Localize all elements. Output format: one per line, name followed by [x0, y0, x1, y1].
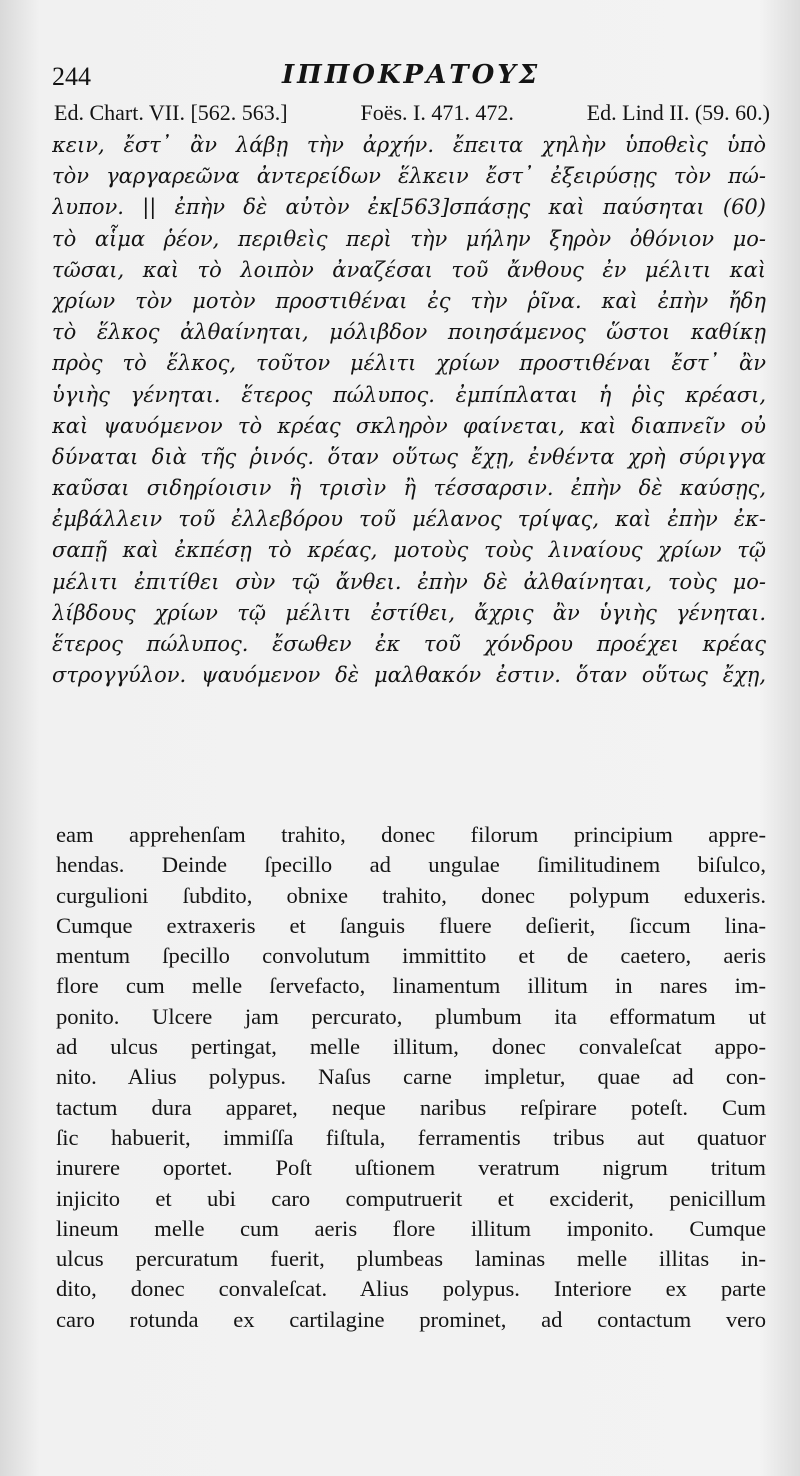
greek-line: τὸ ἕλκος ἀλθαίνηται, μόλιβδον ποιησάμενος ὥστοι καθίκῃ	[52, 320, 766, 345]
page-header	[52, 58, 740, 98]
greek-line: ἐμβάλλειν τοῦ ἐλλεβόρου τοῦ μέλανος τρίψας, καὶ ἐπὴν ἐκ-	[52, 507, 766, 532]
greek-line: τὸ αἷμα ῥέον, περιθεὶς περὶ τὴν μήλην ξηρὸν ὀθόνιον μο-	[52, 226, 766, 251]
latin-line: ponito. Ulcere jam percurato, plumbum ita efformatum ut	[56, 1003, 766, 1029]
greek-line: καῦσαι σιδηρίοισιν ἢ τρισὶν ἢ τέσσαρσιν. ἐπὴν δὲ καύσῃς,	[52, 476, 766, 501]
greek-line: καὶ ψαυόμενον τὸ κρέας σκληρὸν φαίνεται, καὶ διαπνεῖν οὐ	[52, 413, 766, 438]
latin-line: dito, donec convaleſcat. Alius polypus. Interiore ex parte	[56, 1276, 766, 1302]
latin-line: injicito et ubi caro computruerit et exciderit, penicillum	[56, 1185, 766, 1211]
greek-line: λυπον. || ἐπὴν δὲ αὐτὸν ἐκ[563]σπάσῃς καὶ παύσηται (60)	[52, 195, 766, 220]
latin-line: ad ulcus pertingat, melle illitum, donec convaleſcat appo-	[56, 1034, 766, 1060]
greek-line: τῶσαι, καὶ τὸ λοιπὸν ἀναζέσαι τοῦ ἄνθους ἐν μέλιτι καὶ	[52, 257, 766, 282]
latin-line: inurere oportet. Poſt uſtionem veratrum nigrum tritum	[56, 1155, 766, 1181]
greek-line: δύναται διὰ τῆς ῥινός. ὅταν οὕτως ἔχῃ, ἐνθέντα χρὴ σύριγγα	[52, 444, 766, 469]
page-number: 244	[52, 62, 91, 91]
greek-line: πρὸς τὸ ἕλκος, τοῦτον μέλιτι χρίων προστιθέναι ἔστ᾽ ἂν	[52, 351, 766, 376]
greek-line: λίβδους χρίων τῷ μέλιτι ἐστίθει, ἄχρις ἂν ὑγιὴς γένηται.	[52, 600, 766, 625]
ref-foes: Foës. I. 471. 472.	[360, 100, 514, 125]
edition-references	[54, 100, 770, 126]
greek-line: σαπῇ καὶ ἐκπέσῃ τὸ κρέας, μοτοὺς τοὺς λιναίους χρίων τῷ	[52, 538, 766, 563]
greek-line: ὑγιὴς γένηται. ἕτερος πώλυπος. ἐμπίπλαται ἡ ῥὶς κρέασι,	[52, 382, 766, 407]
greek-line: στρογγύλον. ψαυόμενον δὲ μαλθακόν ἐστιν. ὅταν οὕτως ἔχῃ,	[52, 663, 766, 688]
ref-chart: Ed. Chart. VII. [562. 563.]	[54, 100, 288, 125]
latin-line: lineum melle cum aeris flore illitum imponito. Cumque	[56, 1215, 766, 1241]
running-title: ΙΠΠΟΚΡΑΤΟΥΣ	[282, 60, 541, 90]
ref-lind: Ed. Lind II. (59. 60.)	[586, 100, 770, 125]
latin-line: tactum dura apparet, neque naribus reſpirare poteſt. Cum	[56, 1094, 766, 1120]
latin-text-block	[56, 820, 766, 1335]
latin-line: nito. Alius polypus. Naſus carne impletur, quae ad con-	[56, 1064, 766, 1090]
latin-line: ſic habuerit, immiſſa fiſtula, ferramentis tribus aut quatuor	[56, 1124, 766, 1150]
latin-line: ulcus percuratum fuerit, plumbeas laminas melle illitas in-	[56, 1246, 766, 1272]
latin-line: hendas. Deinde ſpecillo ad ungulae ſimilitudinem biſulco,	[56, 852, 766, 878]
greek-text-block	[52, 130, 766, 691]
greek-line: τὸν γαργαρεῶνα ἀντερείδων ἕλκειν ἔστ᾽ ἐξειρύσῃς τὸν πώ-	[52, 164, 766, 189]
latin-line: caro rotunda ex cartilagine prominet, ad contactum vero	[56, 1306, 766, 1332]
greek-line: κειν, ἔστ᾽ ἂν λάβῃ τὴν ἀρχήν. ἔπειτα χηλὴν ὑποθεὶς ὑπὸ	[52, 133, 766, 157]
latin-line: Cumque extraxeris et ſanguis fluere deſierit, ſiccum lina-	[56, 912, 766, 938]
greek-line: μέλιτι ἐπιτίθει σὺν τῷ ἄνθει. ἐπὴν δὲ ἀλθαίνηται, τοὺς μο-	[52, 569, 766, 594]
latin-line: curgulioni ſubdito, obnixe trahito, donec polypum eduxeris.	[56, 882, 766, 908]
greek-line: ἕτερος πώλυπος. ἔσωθεν ἐκ τοῦ χόνδρου προέχει κρέας	[52, 632, 766, 656]
latin-line: mentum ſpecillo convolutum immittito et de caetero, aeris	[56, 943, 766, 969]
latin-line: flore cum melle ſervefacto, linamentum illitum in nares im-	[56, 973, 766, 999]
greek-line: χρίων τὸν μοτὸν προστιθέναι ἐς τὴν ῥῖνα. καὶ ἐπὴν ἤδη	[52, 288, 766, 313]
latin-line: eam apprehenſam trahito, donec filorum principium appre-	[56, 822, 766, 847]
